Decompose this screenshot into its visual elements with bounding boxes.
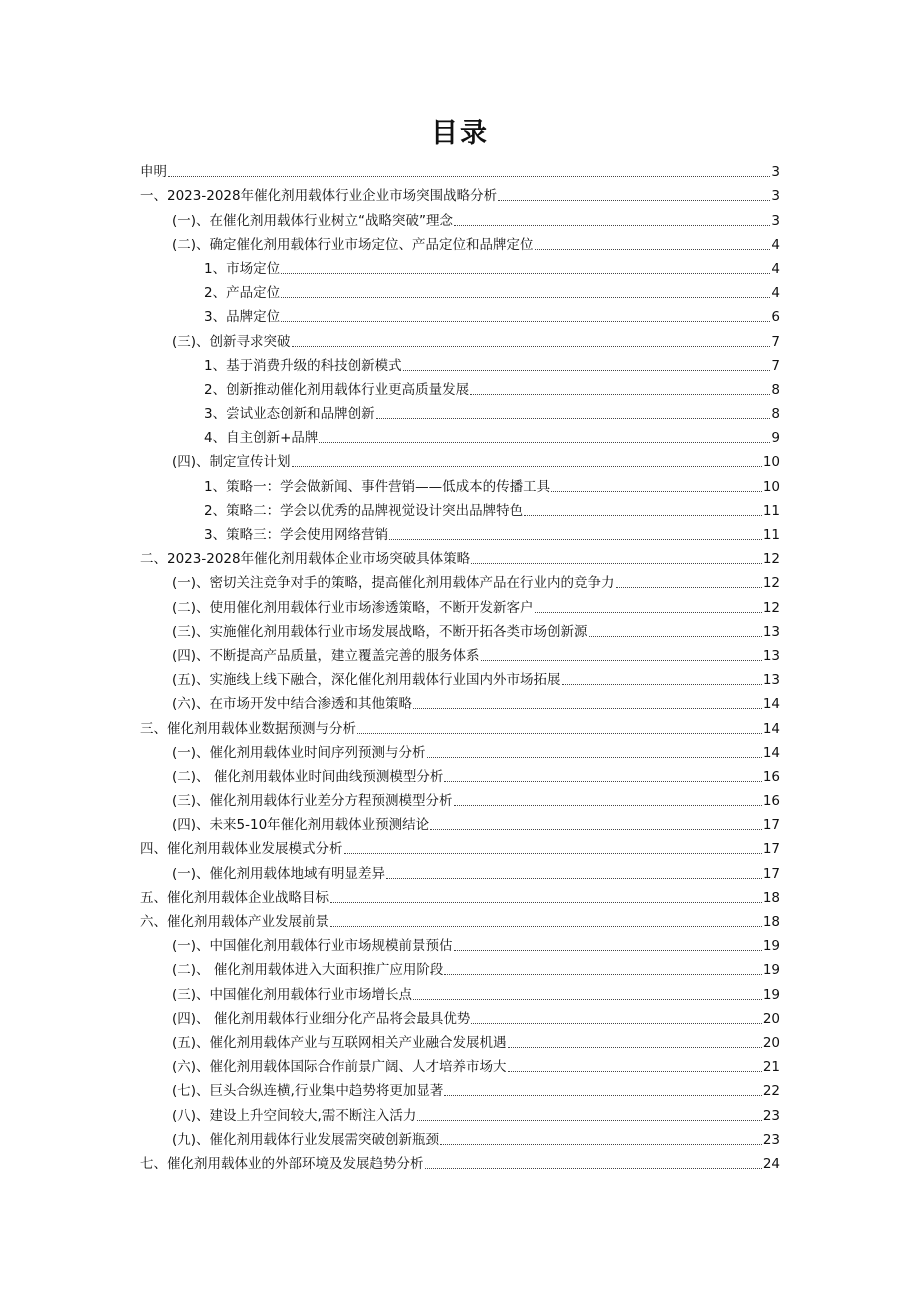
toc-entry[interactable] xyxy=(140,569,780,593)
toc-entry[interactable] xyxy=(140,497,780,521)
toc-dot-leader xyxy=(425,1168,762,1169)
toc-entry-text: (二)、确定催化剂用载体行业市场定位、产品定位和品牌定位 xyxy=(172,236,534,253)
toc-page-number: 3 xyxy=(771,188,780,205)
toc-dot-leader xyxy=(403,370,771,371)
toc-dot-leader xyxy=(292,346,771,347)
toc-entry[interactable] xyxy=(140,1029,780,1053)
toc-dot-leader xyxy=(551,491,762,492)
toc-entry[interactable] xyxy=(140,303,780,327)
toc-dot-leader xyxy=(444,974,761,975)
toc-dot-leader xyxy=(281,321,770,322)
toc-page-number: 8 xyxy=(771,406,780,423)
toc-page-number: 12 xyxy=(762,575,780,592)
toc-entry-text: (五)、实施线上线下融合，深化催化剂用载体行业国内外市场拓展 xyxy=(172,672,561,689)
toc-entry-text: 四、催化剂用载体业发展模式分析 xyxy=(140,841,343,858)
toc-dot-leader xyxy=(330,902,762,903)
toc-page-number: 14 xyxy=(762,696,780,713)
toc-entry-text: (一)、在催化剂用载体行业树立“战略突破”理念 xyxy=(172,212,454,229)
toc-entry[interactable] xyxy=(140,932,780,956)
toc-entry[interactable] xyxy=(140,690,780,714)
toc-dot-leader xyxy=(292,466,762,467)
toc-dot-leader xyxy=(470,394,770,395)
toc-dot-leader xyxy=(427,757,762,758)
toc-entry[interactable] xyxy=(140,593,780,617)
toc-entry-text: (三)、创新寻求突破 xyxy=(172,333,291,350)
toc-page-number: 18 xyxy=(762,889,780,906)
toc-page-number: 4 xyxy=(771,285,780,302)
toc-dot-leader xyxy=(319,442,770,443)
toc-page-number: 11 xyxy=(762,527,780,543)
toc-page-number: 14 xyxy=(762,744,780,761)
toc-page-number: 6 xyxy=(771,309,780,326)
toc-entry[interactable] xyxy=(140,859,780,883)
toc-entry[interactable] xyxy=(140,811,780,835)
toc-entry[interactable] xyxy=(140,424,780,448)
toc-page-number: 21 xyxy=(762,1059,780,1076)
toc-entry[interactable] xyxy=(140,642,780,666)
toc-page-number: 20 xyxy=(762,1034,780,1051)
toc-entry[interactable] xyxy=(140,182,780,206)
toc-entry-text: (四)、未来5-10年催化剂用载体业预测结论 xyxy=(172,817,430,834)
toc-page-number: 13 xyxy=(762,647,780,664)
toc-dot-leader xyxy=(481,660,762,661)
toc-page-number: 12 xyxy=(762,599,780,616)
toc-dot-leader xyxy=(417,1120,761,1121)
toc-entry-text: (二)、使用催化剂用载体行业市场渗透策略，不断开发新客户 xyxy=(172,599,534,616)
toc-dot-leader xyxy=(471,563,762,564)
toc-entry[interactable] xyxy=(140,835,780,859)
toc-dot-leader xyxy=(562,684,762,685)
toc-dot-leader xyxy=(454,950,762,951)
toc-entry-text: (九)、催化剂用载体行业发展需突破创新瓶颈 xyxy=(172,1131,440,1148)
toc-entry-text: 3、尝试业态创新和品牌创新 xyxy=(204,406,375,423)
toc-title: 目录 xyxy=(431,118,489,149)
toc-dot-leader xyxy=(389,539,762,540)
toc-entry[interactable] xyxy=(140,376,780,400)
toc-entry-text: 六、催化剂用载体产业发展前景 xyxy=(140,914,329,930)
toc-dot-leader xyxy=(498,200,770,201)
toc-entry[interactable] xyxy=(140,787,780,811)
toc-page-number: 20 xyxy=(762,1010,780,1027)
table-of-contents xyxy=(140,158,780,1174)
toc-page-number: 19 xyxy=(762,962,780,979)
toc-page-number: 23 xyxy=(762,1107,780,1124)
toc-entry[interactable] xyxy=(140,1150,780,1174)
toc-page-number: 23 xyxy=(762,1131,780,1148)
toc-page-number: 4 xyxy=(771,236,780,253)
toc-entry-text: 申明 xyxy=(140,164,167,181)
toc-entry[interactable] xyxy=(140,327,780,351)
toc-dot-leader xyxy=(440,1144,762,1145)
toc-page-number: 13 xyxy=(762,672,780,689)
toc-dot-leader xyxy=(444,1095,761,1096)
toc-entry-text: 七、催化剂用载体业的外部环境及发展趋势分析 xyxy=(140,1155,424,1172)
toc-entry-text: (七)、巨头合纵连横,行业集中趋势将更加显著 xyxy=(172,1083,444,1100)
toc-entry[interactable] xyxy=(140,279,780,303)
toc-entry-text: 3、品牌定位 xyxy=(204,309,281,326)
toc-page-number: 10 xyxy=(762,454,780,471)
toc-page-number: 7 xyxy=(771,333,780,350)
toc-entry-text: 3、策略三：学会使用网络营销 xyxy=(204,527,389,543)
toc-entry-text: (四)、制定宣传计划 xyxy=(172,454,291,471)
toc-page-number: 17 xyxy=(762,817,780,834)
toc-entry-text: 五、催化剂用载体企业战略目标 xyxy=(140,889,329,906)
toc-dot-leader xyxy=(330,926,762,927)
toc-page-number: 7 xyxy=(771,357,780,374)
toc-entry-text: (一)、密切关注竞争对手的策略，提高催化剂用载体产品在行业内的竞争力 xyxy=(172,575,615,592)
toc-entry-text: (六)、催化剂用载体国际合作前景广阔、人才培养市场大 xyxy=(172,1059,507,1076)
toc-entry-text: (四)、不断提高产品质量，建立覆盖完善的服务体系 xyxy=(172,647,480,664)
toc-page-number: 4 xyxy=(771,260,780,277)
toc-page-number: 17 xyxy=(762,865,780,882)
toc-page-number: 16 xyxy=(762,793,780,810)
toc-page-number: 19 xyxy=(762,986,780,1003)
toc-entry[interactable] xyxy=(140,956,780,980)
toc-page-number: 3 xyxy=(771,212,780,229)
toc-dot-leader xyxy=(444,781,761,782)
toc-entry[interactable] xyxy=(140,618,780,642)
toc-page-number: 13 xyxy=(762,623,780,640)
toc-entry-text: (一)、中国催化剂用载体行业市场规模前景预估 xyxy=(172,938,453,955)
toc-entry-text: (五)、催化剂用载体产业与互联网相关产业融合发展机遇 xyxy=(172,1034,507,1051)
toc-page-number: 9 xyxy=(771,430,780,447)
toc-page-number: 18 xyxy=(762,914,780,930)
toc-entry-text: (三)、中国催化剂用载体行业市场增长点 xyxy=(172,986,413,1003)
toc-entry[interactable] xyxy=(140,884,780,908)
toc-page-number: 10 xyxy=(762,478,780,495)
toc-dot-leader xyxy=(535,612,762,613)
toc-entry[interactable] xyxy=(140,908,780,932)
toc-entry[interactable] xyxy=(140,400,780,424)
toc-entry[interactable] xyxy=(140,231,780,255)
toc-entry-text: 1、策略一：学会做新闻、事件营销——低成本的传播工具 xyxy=(204,478,551,495)
toc-page-number: 14 xyxy=(762,720,780,737)
toc-entry[interactable] xyxy=(140,448,780,472)
toc-entry-text: 2、创新推动催化剂用载体行业更高质量发展 xyxy=(204,381,470,398)
toc-entry[interactable] xyxy=(140,545,780,569)
toc-page-number: 19 xyxy=(762,938,780,955)
toc-entry[interactable] xyxy=(140,1053,780,1077)
toc-dot-leader xyxy=(454,225,770,226)
toc-entry[interactable] xyxy=(140,521,780,545)
toc-dot-leader xyxy=(471,1023,761,1024)
toc-dot-leader xyxy=(413,999,762,1000)
toc-entry[interactable] xyxy=(140,980,780,1004)
toc-entry[interactable] xyxy=(140,352,780,376)
toc-entry-text: 1、基于消费升级的科技创新模式 xyxy=(204,357,402,374)
toc-entry[interactable] xyxy=(140,255,780,279)
toc-dot-leader xyxy=(535,249,771,250)
toc-dot-leader xyxy=(454,805,762,806)
toc-dot-leader xyxy=(508,1071,762,1072)
toc-entry-text: 三、催化剂用载体业数据预测与分析 xyxy=(140,720,356,737)
toc-dot-leader xyxy=(589,636,762,637)
toc-entry[interactable] xyxy=(140,1005,780,1029)
toc-entry[interactable] xyxy=(140,158,780,182)
toc-page-number: 3 xyxy=(771,164,780,181)
toc-entry[interactable] xyxy=(140,472,780,496)
toc-entry[interactable] xyxy=(140,1101,780,1125)
toc-entry-text: 一、2023-2028年催化剂用载体行业企业市场突围战略分析 xyxy=(140,188,498,205)
toc-entry-text: (一)、催化剂用载体地域有明显差异 xyxy=(172,865,386,882)
toc-entry-text: (三)、催化剂用载体行业差分方程预测模型分析 xyxy=(172,793,453,810)
toc-entry[interactable] xyxy=(140,666,780,690)
toc-entry[interactable] xyxy=(140,1077,780,1101)
toc-page-number: 17 xyxy=(762,841,780,858)
toc-dot-leader xyxy=(281,297,770,298)
toc-dot-leader xyxy=(430,829,762,830)
toc-entry-text: (三)、实施催化剂用载体行业市场发展战略，不断开拓各类市场创新源 xyxy=(172,623,588,640)
toc-dot-leader xyxy=(386,878,762,879)
toc-entry[interactable] xyxy=(140,763,780,787)
toc-page-number: 24 xyxy=(762,1155,780,1172)
toc-dot-leader xyxy=(524,515,762,516)
toc-entry[interactable] xyxy=(140,206,780,230)
toc-entry-text: (四)、 催化剂用载体行业细分化产品将会最具优势 xyxy=(172,1010,471,1027)
toc-entry[interactable] xyxy=(140,714,780,738)
toc-entry-text: 1、市场定位 xyxy=(204,260,281,277)
toc-entry-text: (一)、催化剂用载体业时间序列预测与分析 xyxy=(172,744,426,761)
toc-page-number: 22 xyxy=(762,1083,780,1100)
toc-entry-text: (二)、 催化剂用载体进入大面积推广应用阶段 xyxy=(172,962,444,979)
toc-dot-leader xyxy=(413,708,762,709)
toc-page-number: 11 xyxy=(762,502,780,519)
toc-dot-leader xyxy=(376,418,771,419)
toc-entry[interactable] xyxy=(140,1126,780,1150)
toc-dot-leader xyxy=(616,587,762,588)
toc-entry-text: (二)、 催化剂用载体业时间曲线预测模型分析 xyxy=(172,768,444,785)
toc-dot-leader xyxy=(168,176,770,177)
toc-page-number: 12 xyxy=(762,551,780,568)
toc-dot-leader xyxy=(344,853,762,854)
toc-page-number: 8 xyxy=(771,381,780,398)
toc-dot-leader xyxy=(357,733,762,734)
toc-dot-leader xyxy=(281,273,770,274)
toc-entry-text: (六)、在市场开发中结合渗透和其他策略 xyxy=(172,696,413,713)
toc-entry[interactable] xyxy=(140,739,780,763)
toc-entry-text: 二、2023-2028年催化剂用载体企业市场突破具体策略 xyxy=(140,551,471,568)
toc-page-number: 16 xyxy=(762,768,780,785)
toc-entry-text: (八)、建设上升空间较大,需不断注入活力 xyxy=(172,1107,417,1124)
toc-entry-text: 4、自主创新+品牌 xyxy=(204,430,319,447)
toc-dot-leader xyxy=(508,1047,762,1048)
toc-entry-text: 2、产品定位 xyxy=(204,285,281,302)
toc-entry-text: 2、策略二：学会以优秀的品牌视觉设计突出品牌特色 xyxy=(204,502,524,519)
